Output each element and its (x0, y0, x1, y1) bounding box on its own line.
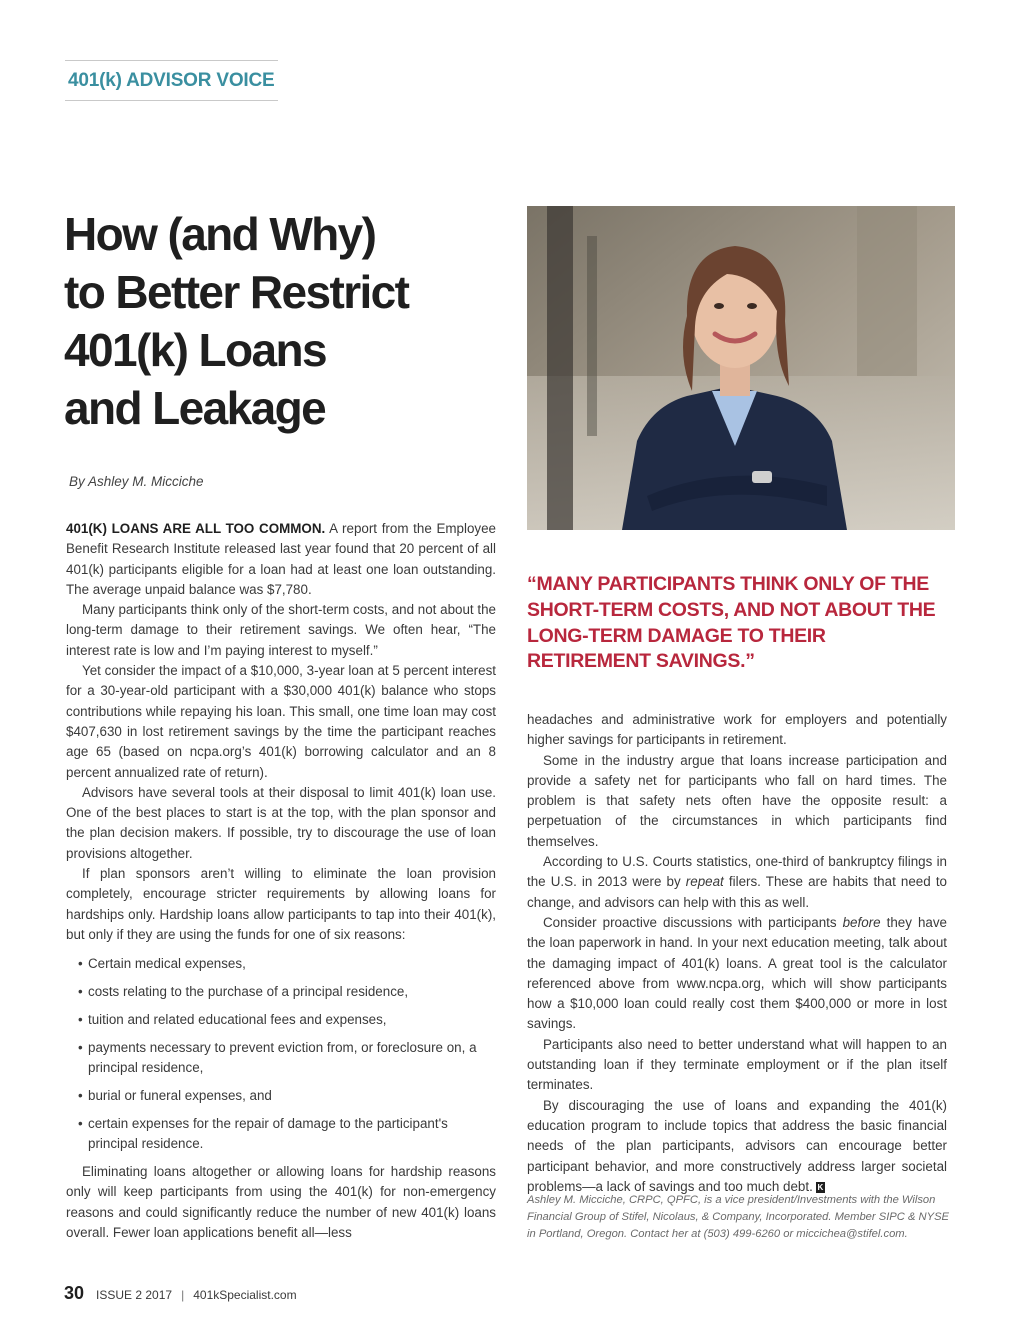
list-item: • tuition and related educational fees and expenses, (78, 1010, 496, 1030)
text-run: filers. These are habits that need to change, and advisors can help with this as well. (527, 874, 947, 910)
author-photo (527, 206, 955, 530)
headline-line: to Better Restrict (64, 266, 409, 318)
emphasis: before (842, 914, 881, 930)
list-item: • Certain medical expenses, (78, 954, 496, 974)
paragraph: headaches and administrative work for employers and potentially higher savings for participants in retirement. (527, 712, 947, 748)
paragraph: Participants also need to better understand what will happen to an outstanding loan if they terminate employment or if the plan itself terminates. (527, 1036, 947, 1093)
section-tag: 401(k) ADVISOR VOICE (65, 60, 278, 101)
text-run: According to U.S. Courts statistics, one-third of bankruptcy filings in the U.S. in 2013 were by (527, 854, 947, 890)
headline-line: How (and Why) (64, 208, 376, 260)
emphasis: repeat (685, 874, 724, 890)
end-mark-icon: K (817, 1182, 824, 1192)
text-run: Consider proactive discussions with participants (543, 914, 843, 930)
portrait-photo-icon (527, 206, 955, 530)
text-run: they have the loan paperwork in hand. In your next education meeting, talk about the damaging impact of 401(k) loans. A great tool is the calculator referenced above from www.ncpa.org, which will show participants how a $10,000 loan could really cost them $400,000 or more in lost savings. (527, 914, 947, 1032)
issue-label: ISSUE 2 2017 (96, 1288, 173, 1302)
list-item: • burial or funeral expenses, and (78, 1086, 496, 1106)
lead-in: 401(K) LOANS ARE ALL TOO COMMON. (66, 521, 326, 536)
paragraph: Many participants think only of the short-term costs, and not about the long-term damage to their retirement savings. We often hear, “The interest rate is low and I’m paying interest to myself.” (66, 602, 496, 658)
paragraph (527, 852, 947, 913)
paragraph-intro (66, 519, 496, 600)
hardship-reasons-list (66, 954, 496, 1154)
headline-line: and Leakage (64, 382, 326, 434)
headline-line: 401(k) Loans (64, 324, 327, 376)
text-run: By discouraging the use of loans and expanding the 401(k) education program to include topics that address the basic financial needs of the plan participants, advisors can encourage better participant behavior, and more constructively address larger societal problems—a lack of savings and too much debt. (527, 1097, 947, 1194)
left-column (66, 519, 496, 1243)
paragraph: Yet consider the impact of a $10,000, 3-year loan at 5 percent interest for a 30-year-old participant with a $30,000 401(k) balance who stops contributions while repaying his loan. This small, one time loan may cost $407,630 in lost retirement savings by the time the participant reaches age 65 (based on ncpa.org’s 401(k) borrowing calculator and an 8 percent annualized rate of return). (66, 663, 496, 780)
paragraph: If plan sponsors aren’t willing to eliminate the loan provision completely, encourage stricter requirements by allowing loans for hardships only. Hardship loans allow participants to tap into their 401(k), but only if they are using the funds for one of six reasons: (66, 866, 496, 942)
list-item: • certain expenses for the repair of damage to the participant's principal residence. (78, 1114, 496, 1155)
list-item: • payments necessary to prevent eviction from, or foreclosure on, a principal residence, (78, 1038, 496, 1079)
site-link[interactable]: 401kSpecialist.com (193, 1288, 297, 1302)
article-headline (64, 205, 504, 437)
author-bio: Ashley M. Micciche, CRPC, QPFC, is a vice president/Investments with the Wilson Financial Group of Stifel, Nicolaus, & Company, Incorporated. Member SIPC & NYSE in Portland, Oregon. Contact her at (503) 499-6260 or micciche​a@stifel.com. (527, 1194, 949, 1240)
paragraph (527, 1096, 947, 1197)
right-column (527, 710, 947, 1197)
page-number: 30 (64, 1283, 85, 1303)
paragraph: Advisors have several tools at their disposal to limit 401(k) loan use. One of the best places to start is at the top, with the plan sponsor and the plan decision makers. If possible, try to discourage the use of loan provisions altogether. (66, 784, 496, 861)
paragraph: Some in the industry argue that loans increase participation and provide a safety net for participants who fall on hard times. The problem is that safety nets often have the opposite result: a perpetuation of the circumstances in which participants find themselves. (527, 752, 947, 849)
pull-quote: “MANY PARTICIPANTS THINK ONLY OF THE SHORT-TERM COSTS, AND NOT ABOUT THE LONG-TERM DAMAGE TO THEIR RETIREMENT SAVINGS.” (527, 573, 936, 673)
list-item: • costs relating to the purchase of a principal residence, (78, 982, 496, 1002)
page-footer (64, 1283, 297, 1304)
intro-text: A report from the Employee Benefit Research Institute released last year found that 20 percent of all 401(k) participants eligible for a loan had at least one loan outstanding. The average unpaid balance was $7,780. (66, 521, 496, 597)
footer-separator: | (181, 1288, 185, 1302)
paragraph (527, 913, 947, 1035)
byline: By Ashley M. Micciche (69, 474, 204, 489)
paragraph: Eliminating loans altogether or allowing loans for hardship reasons only will keep participants from using the 401(k) for non-emergency reasons and could significantly reduce the number of new 401(k) loans overall. Fewer loan applications benefit all—less (66, 1164, 496, 1240)
